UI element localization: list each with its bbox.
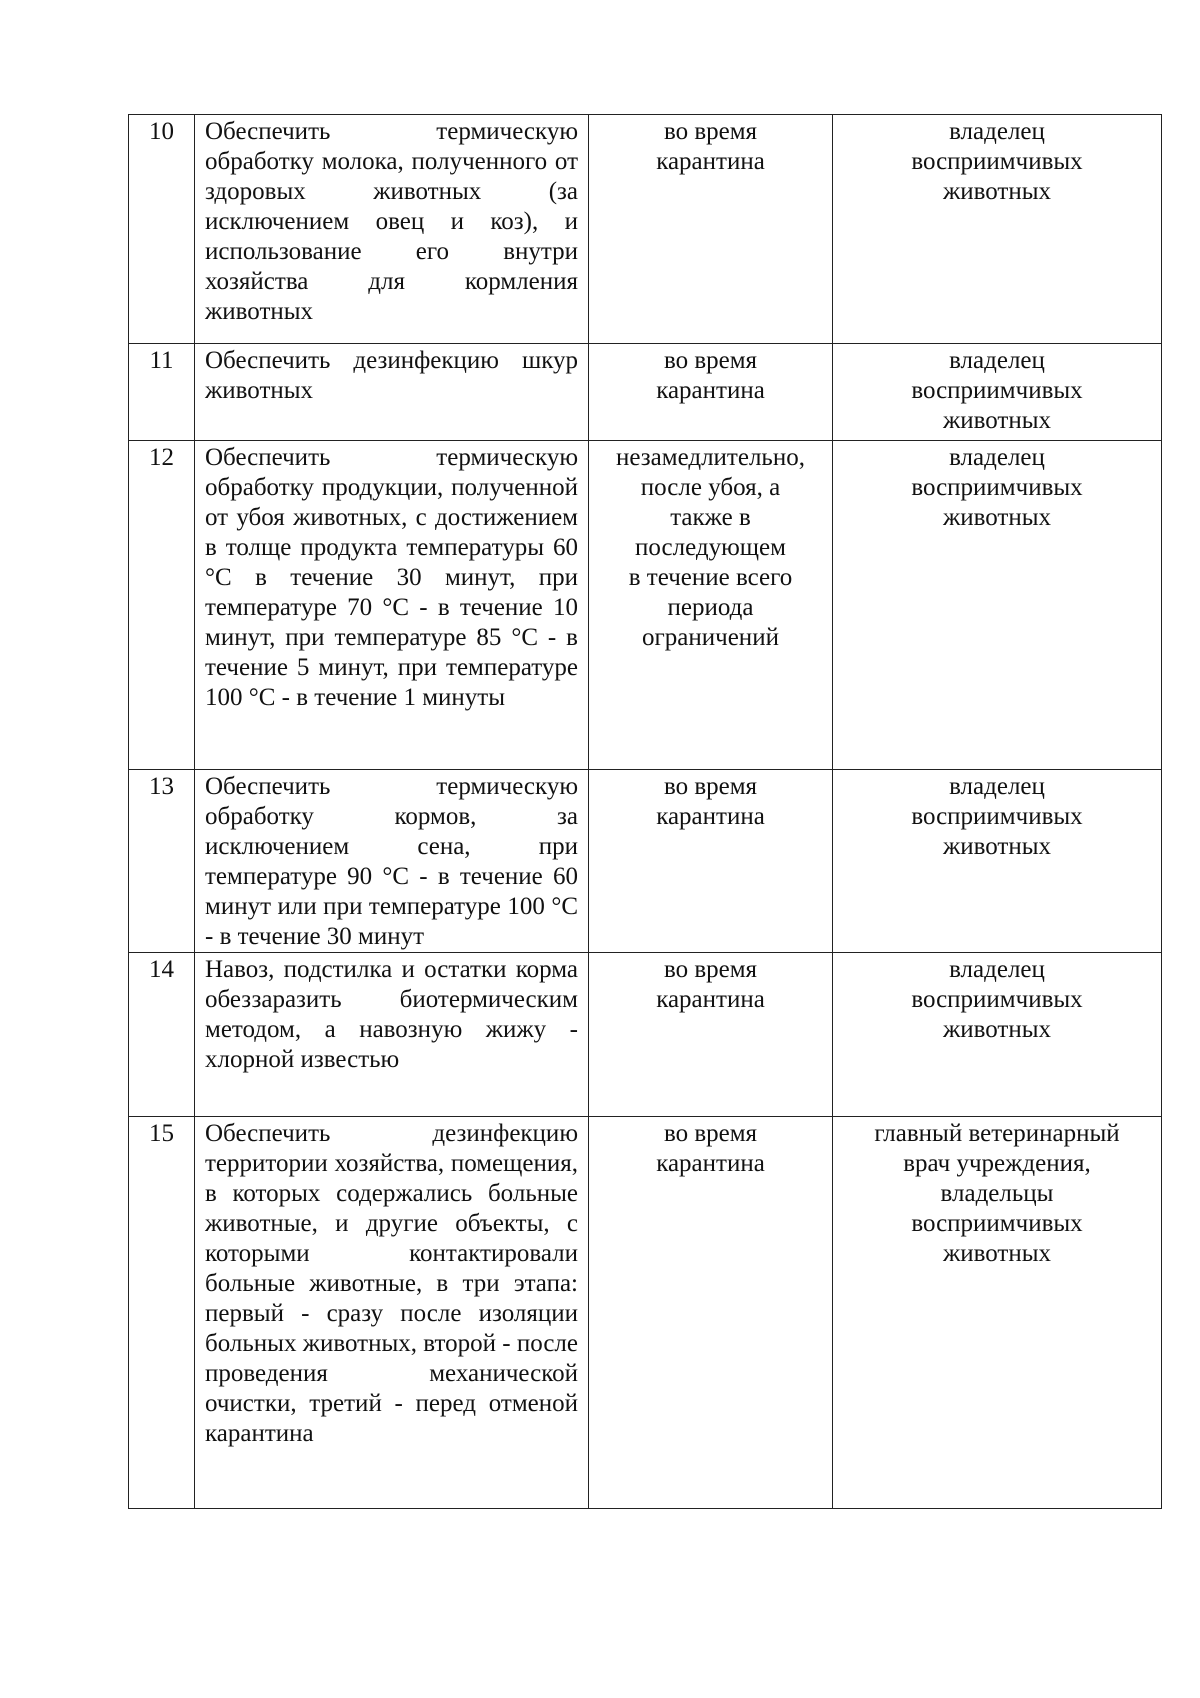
responsible-text: владелец восприимчивых животных xyxy=(911,444,1083,531)
row-number-text: 13 xyxy=(149,773,174,800)
responsible-text: владелец восприимчивых животных xyxy=(911,347,1083,434)
row-number xyxy=(129,441,195,770)
responsible-text: владелец восприимчивых животных xyxy=(911,956,1083,1043)
row-number-text: 10 xyxy=(149,118,174,145)
timing-cell xyxy=(589,953,833,1117)
table-row xyxy=(129,770,1162,953)
measures-table xyxy=(128,114,1162,1509)
timing-text: незамедлительно, после убоя, а также в последующем в течение всего периода ограничений xyxy=(616,444,805,651)
measure-text: Навоз, подстилка и остатки корма обеззаразить биотермическим методом, а навозную жижу - хлорной известью xyxy=(205,956,578,1073)
timing-cell xyxy=(589,1117,833,1509)
timing-text: во время карантина xyxy=(656,773,765,830)
measure-text: Обеспечить термическую обработку продукции, полученной от убоя животных, с достижением в толще продукта температуры 60 °С в течение 30 минут, при температуре 70 °С - в течение 10 минут, при температуре 85 °С - в течение 5 минут, при температуре 100 °С - в течение 1 минуты xyxy=(205,444,578,711)
measure-text: Обеспечить термическую обработку кормов, за исключением сена, при температуре 90 °С - в течение 60 минут или при температуре 100 °С - в течение 30 минут xyxy=(205,773,578,950)
row-number xyxy=(129,115,195,344)
responsible-cell xyxy=(833,344,1162,441)
timing-text: во время карантина xyxy=(656,118,765,175)
table-row xyxy=(129,344,1162,441)
timing-cell xyxy=(589,770,833,953)
row-number-text: 14 xyxy=(149,956,174,983)
row-number-text: 15 xyxy=(149,1120,174,1147)
responsible-text: главный ветеринарный врач учреждения, владельцы восприимчивых животных xyxy=(874,1120,1120,1267)
measure-cell xyxy=(195,770,589,953)
responsible-cell xyxy=(833,1117,1162,1509)
responsible-text: владелец восприимчивых животных xyxy=(911,118,1083,205)
responsible-cell xyxy=(833,115,1162,344)
row-number-text: 11 xyxy=(149,347,174,374)
measure-text: Обеспечить дезинфекцию шкур животных xyxy=(205,347,578,404)
measure-cell xyxy=(195,344,589,441)
row-number-text: 12 xyxy=(149,444,174,471)
responsible-cell xyxy=(833,770,1162,953)
measure-cell xyxy=(195,953,589,1117)
table-row xyxy=(129,1117,1162,1509)
table-row xyxy=(129,441,1162,770)
measure-cell xyxy=(195,441,589,770)
timing-text: во время карантина xyxy=(656,956,765,1013)
responsible-text: владелец восприимчивых животных xyxy=(911,773,1083,860)
row-number xyxy=(129,953,195,1117)
row-number xyxy=(129,344,195,441)
measure-text: Обеспечить дезинфекцию территории хозяйства, помещения, в которых содержались больные животные, и другие объекты, с которыми контактировали больные животные, в три этапа: первый - сразу после изоляции больных животных, второй - после проведения механической очистки, третий - перед отменой карантина xyxy=(205,1120,578,1447)
timing-text: во время карантина xyxy=(656,1120,765,1177)
table-row xyxy=(129,953,1162,1117)
timing-cell xyxy=(589,344,833,441)
responsible-cell xyxy=(833,953,1162,1117)
row-number xyxy=(129,1117,195,1509)
measure-cell xyxy=(195,115,589,344)
responsible-cell xyxy=(833,441,1162,770)
timing-cell xyxy=(589,441,833,770)
measure-text: Обеспечить термическую обработку молока, полученного от здоровых животных (за исключением овец и коз), и использование его внутри хозяйства для кормления животных xyxy=(205,118,578,325)
row-number xyxy=(129,770,195,953)
table-row xyxy=(129,115,1162,344)
timing-cell xyxy=(589,115,833,344)
measure-cell xyxy=(195,1117,589,1509)
timing-text: во время карантина xyxy=(656,347,765,404)
